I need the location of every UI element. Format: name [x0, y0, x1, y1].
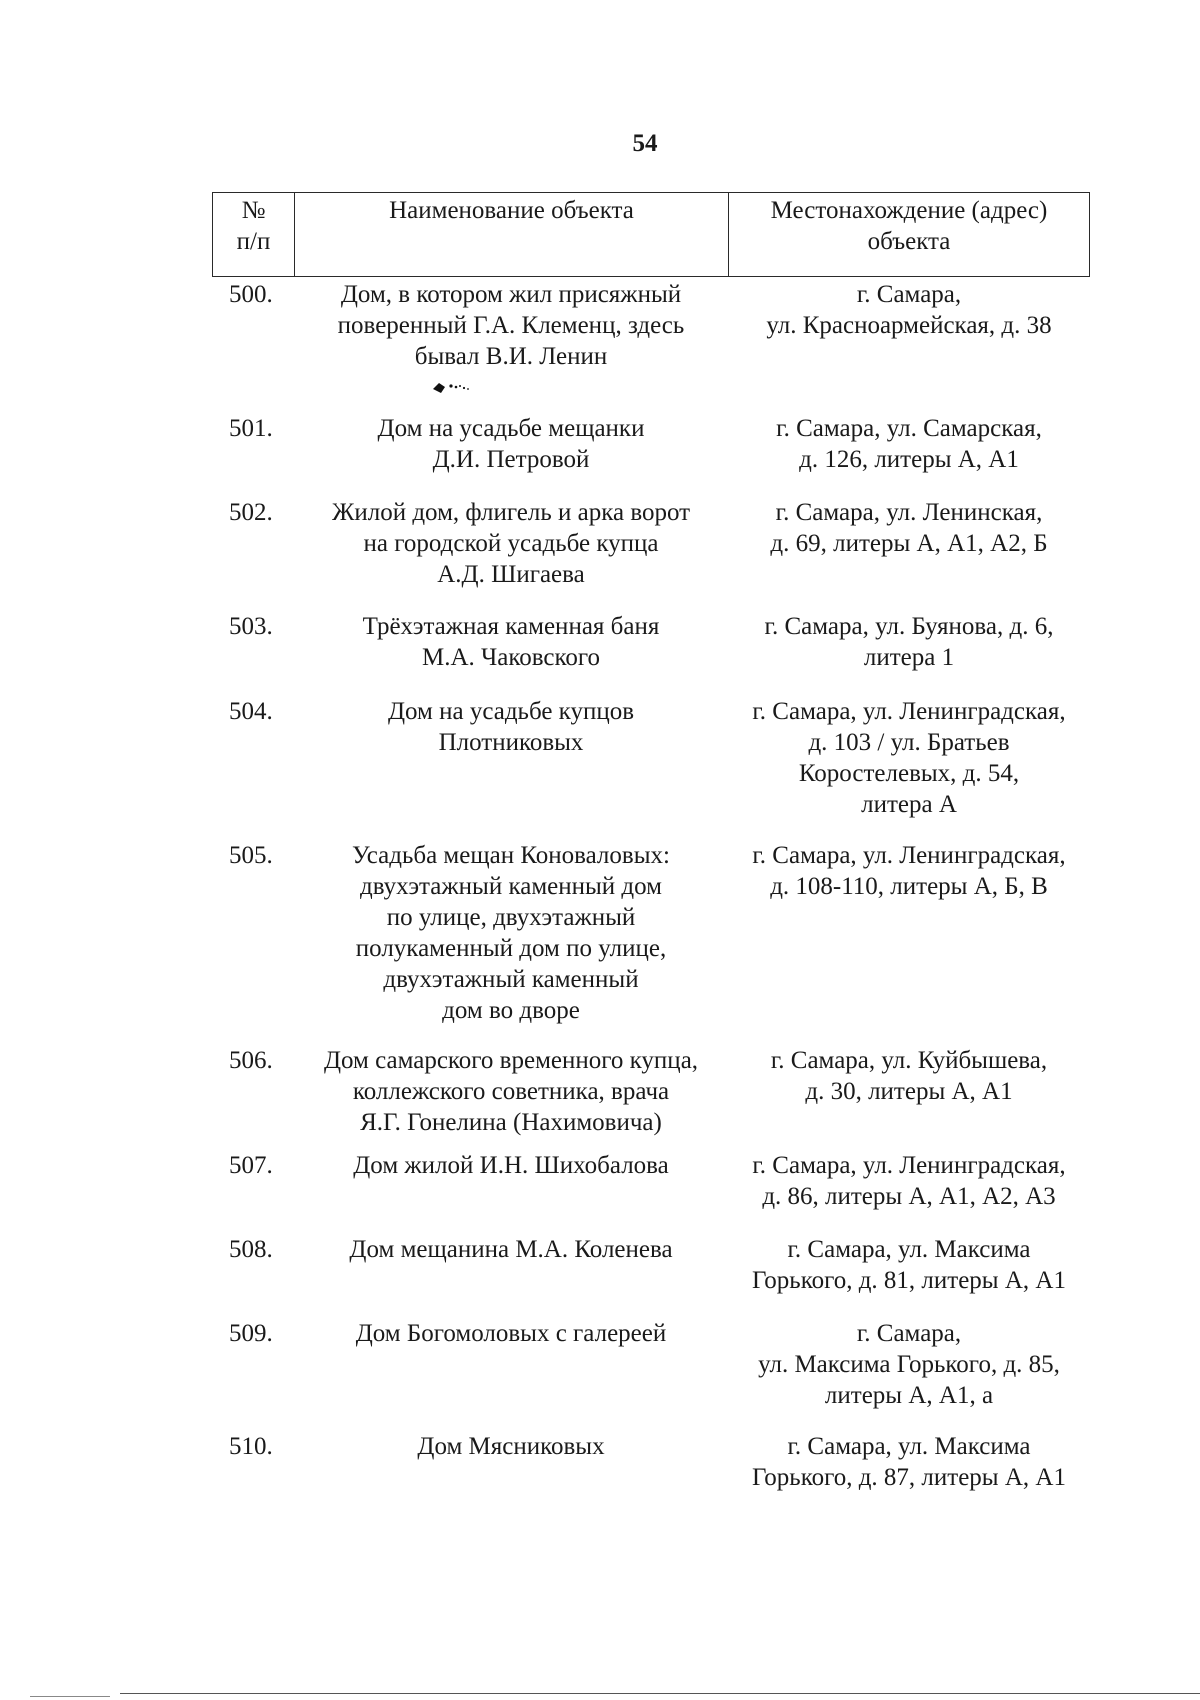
- object-address: [728, 1045, 1090, 1138]
- row-number: 506.: [229, 1047, 273, 1074]
- object-address-line: г. Самара,: [856, 281, 962, 308]
- object-address: [728, 1234, 1090, 1296]
- table-row: [212, 1318, 1090, 1411]
- table-header: [212, 192, 1090, 277]
- table-row: [212, 1431, 1090, 1493]
- object-name-line: по улице, двухэтажный: [386, 904, 636, 931]
- object-name-line: Дом самарского временного купца,: [323, 1047, 699, 1074]
- table-row: [212, 1234, 1090, 1296]
- object-address-line: д. 103 / ул. Братьев: [808, 729, 1010, 756]
- object-name: [294, 413, 728, 475]
- object-name-line: двухэтажный каменный: [383, 966, 639, 993]
- object-name-line: Плотниковых: [438, 729, 584, 756]
- object-name-line: Дом, в котором жил присяжный: [340, 281, 682, 308]
- object-address-line: д. 126, литеры А, А1: [799, 446, 1019, 473]
- row-number: 510.: [229, 1433, 273, 1460]
- object-address-line: д. 86, литеры А, А1, А2, А3: [762, 1183, 1056, 1210]
- object-name: [294, 696, 728, 820]
- table-row: [212, 497, 1090, 590]
- object-name-line: поверенный Г.А. Клеменц, здесь: [337, 312, 685, 339]
- row-number: 501.: [229, 415, 273, 442]
- header-name-column: [295, 193, 729, 276]
- row-number: 502.: [229, 499, 273, 526]
- header-number-label: №: [241, 197, 266, 224]
- object-name-line: полукаменный дом по улице,: [355, 935, 667, 962]
- object-name-line: Дом Богомоловых с галереей: [355, 1320, 667, 1347]
- row-number: 505.: [229, 842, 273, 869]
- object-address-line: д. 30, литеры А, А1: [805, 1078, 1013, 1105]
- header-number-sublabel: п/п: [236, 228, 271, 255]
- object-name-line: Дом на усадьбе мещанки: [377, 415, 645, 442]
- row-number: 500.: [229, 281, 273, 308]
- table-row: [212, 1150, 1090, 1212]
- row-number: 504.: [229, 698, 273, 725]
- object-address: [728, 413, 1090, 475]
- object-address: [728, 1431, 1090, 1493]
- scan-edge-line: [30, 1696, 110, 1697]
- table-row: [212, 1045, 1090, 1138]
- row-number: 509.: [229, 1320, 273, 1347]
- object-name: [294, 611, 728, 673]
- object-name-line: Д.И. Петровой: [432, 446, 590, 473]
- object-address-line: литеры А, А1, а: [824, 1382, 994, 1409]
- object-address: [728, 1150, 1090, 1212]
- object-address-line: д. 69, литеры А, А1, А2, Б: [770, 530, 1048, 557]
- object-address-line: ул. Максима Горького, д. 85,: [758, 1351, 1060, 1378]
- row-number: 507.: [229, 1152, 273, 1179]
- object-name-line: Дом Мясниковых: [417, 1433, 605, 1460]
- object-address-line: д. 108-110, литеры А, Б, В: [770, 873, 1048, 900]
- object-address-line: г. Самара, ул. Ленинградская,: [752, 842, 1066, 869]
- object-name-line: Дом жилой И.Н. Шихобалова: [353, 1152, 669, 1179]
- object-name-line: коллежского советника, врача: [352, 1078, 670, 1105]
- header-name-label: Наименование объекта: [389, 197, 634, 224]
- object-name-line: дом во дворе: [442, 997, 580, 1024]
- table-row: [212, 279, 1090, 403]
- object-address-line: г. Самара, ул. Куйбышева,: [770, 1047, 1048, 1074]
- object-address-line: г. Самара, ул. Ленинградская,: [752, 698, 1066, 725]
- object-name-line: М.А. Чаковского: [421, 644, 600, 671]
- object-address: [728, 1318, 1090, 1411]
- object-address-line: литера 1: [863, 644, 955, 671]
- object-name: [294, 1431, 728, 1493]
- row-number: 508.: [229, 1236, 273, 1263]
- object-name: [294, 840, 728, 1026]
- object-name: [294, 1318, 728, 1411]
- object-name-line: на городской усадьбе купца: [363, 530, 659, 557]
- object-name-line: Жилой дом, флигель и арка ворот: [331, 499, 691, 526]
- object-name-line: бывал В.И. Ленин: [414, 343, 608, 370]
- object-address-line: ул. Красноармейская, д. 38: [766, 312, 1052, 339]
- table-row: [212, 611, 1090, 673]
- table-row: [212, 413, 1090, 475]
- object-name: [294, 1234, 728, 1296]
- object-address: [728, 279, 1090, 403]
- object-name-line: Усадьба мещан Коноваловых:: [352, 842, 670, 869]
- object-name: [294, 1045, 728, 1138]
- object-name-line: двухэтажный каменный дом: [359, 873, 662, 900]
- object-address-line: г. Самара, ул. Ленинская,: [775, 499, 1043, 526]
- header-number-column: [213, 193, 295, 276]
- object-name-line: Дом мещанина М.А. Коленева: [349, 1236, 673, 1263]
- object-address: [728, 696, 1090, 820]
- ink-blot-mark: [431, 372, 481, 403]
- object-name-line: Я.Г. Гонелина (Нахимовича): [360, 1109, 662, 1136]
- object-address-line: г. Самара, ул. Максима: [787, 1433, 1031, 1460]
- object-name-line: Дом на усадьбе купцов: [387, 698, 635, 725]
- object-address: [728, 611, 1090, 673]
- scan-edge-line: [120, 1693, 1200, 1694]
- object-address: [728, 497, 1090, 590]
- object-name: [294, 279, 728, 403]
- object-address-line: Горького, д. 87, литеры А, А1: [752, 1464, 1066, 1491]
- page-number: 54: [632, 130, 658, 157]
- object-address-line: литера А: [861, 791, 957, 818]
- object-address-line: Коростелевых, д. 54,: [798, 760, 1020, 787]
- object-address-line: г. Самара, ул. Самарская,: [776, 415, 1042, 442]
- object-address: [728, 840, 1090, 1026]
- header-address-sublabel: объекта: [867, 228, 951, 255]
- object-address-line: г. Самара, ул. Буянова, д. 6,: [764, 613, 1054, 640]
- object-name: [294, 497, 728, 590]
- object-address-line: г. Самара,: [856, 1320, 962, 1347]
- table-row: [212, 840, 1090, 1026]
- object-address-line: Горького, д. 81, литеры А, А1: [752, 1267, 1066, 1294]
- row-number: 503.: [229, 613, 273, 640]
- object-name-line: А.Д. Шигаева: [437, 561, 585, 588]
- header-address-label: Местонахождение (адрес): [770, 197, 1048, 224]
- table-row: [212, 696, 1090, 820]
- object-name: [294, 1150, 728, 1212]
- header-address-column: [729, 193, 1089, 276]
- object-address-line: г. Самара, ул. Ленинградская,: [752, 1152, 1066, 1179]
- object-name-line: Трёхэтажная каменная баня: [362, 613, 660, 640]
- object-address-line: г. Самара, ул. Максима: [787, 1236, 1031, 1263]
